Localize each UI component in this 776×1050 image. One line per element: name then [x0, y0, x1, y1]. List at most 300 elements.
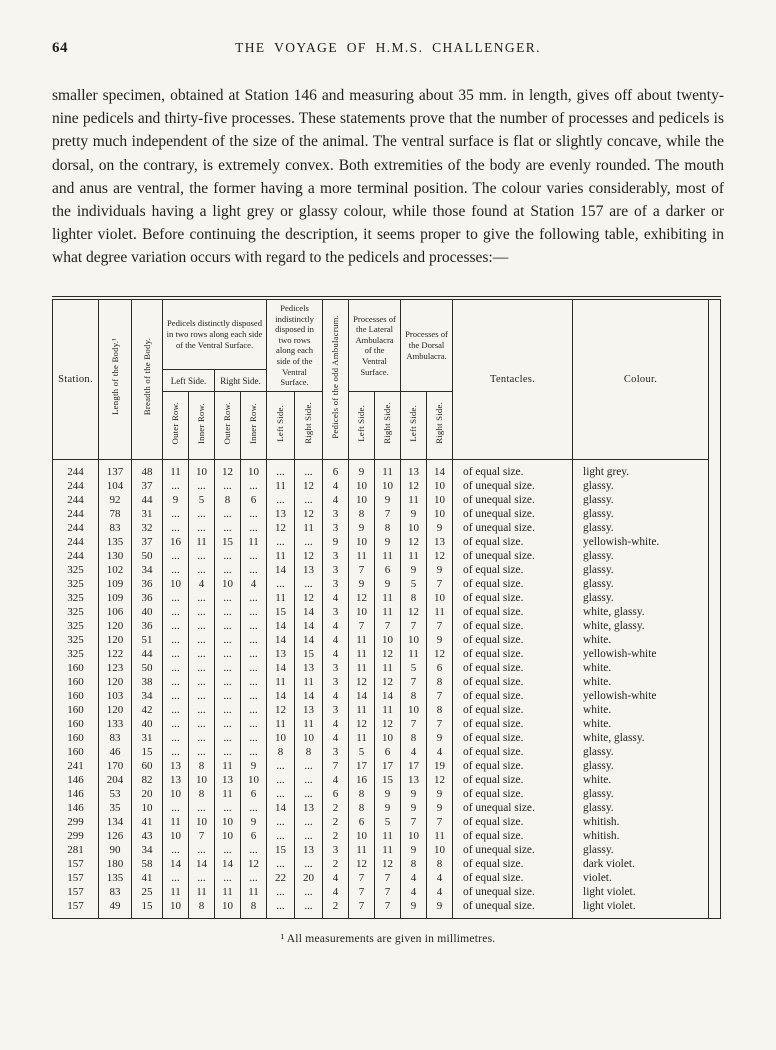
tentacles-cell: of equal size. [453, 871, 573, 885]
value-cell: 11 [375, 591, 401, 605]
value-cell: 8 [401, 731, 427, 745]
value-cell: ... [267, 460, 295, 480]
value-cell: 2 [323, 801, 349, 815]
value-cell: 8 [189, 759, 215, 773]
value-cell: ... [241, 731, 267, 745]
value-cell: 5 [401, 577, 427, 591]
value-cell: 4 [401, 885, 427, 899]
table-row [53, 535, 721, 549]
left-side-label: Left Side. [356, 404, 367, 442]
spacer-cell [709, 899, 721, 919]
value-cell: 3 [323, 563, 349, 577]
table-row [53, 521, 721, 535]
value-cell: 41 [132, 815, 163, 829]
value-cell: 82 [132, 773, 163, 787]
value-cell: 325 [53, 563, 99, 577]
table-wrap [52, 296, 724, 920]
value-cell: 12 [267, 703, 295, 717]
value-cell: ... [189, 619, 215, 633]
value-cell: 4 [427, 745, 453, 759]
value-cell: 160 [53, 703, 99, 717]
value-cell: ... [189, 521, 215, 535]
value-cell: 10 [401, 633, 427, 647]
value-cell: ... [295, 577, 323, 591]
value-cell: 9 [401, 801, 427, 815]
value-cell: 5 [349, 745, 375, 759]
value-cell: ... [267, 577, 295, 591]
value-cell: ... [241, 745, 267, 759]
colour-cell: glassy. [573, 759, 709, 773]
value-cell: ... [215, 521, 241, 535]
value-cell: 281 [53, 843, 99, 857]
value-cell: ... [295, 493, 323, 507]
value-cell: 14 [267, 563, 295, 577]
value-cell: 7 [349, 899, 375, 919]
value-cell: 14 [349, 689, 375, 703]
value-cell: 9 [401, 899, 427, 919]
value-cell: 11 [375, 661, 401, 675]
value-cell: 7 [349, 885, 375, 899]
value-cell: 4 [323, 619, 349, 633]
value-cell: ... [267, 493, 295, 507]
value-cell: 53 [99, 787, 132, 801]
value-cell: 7 [427, 815, 453, 829]
value-cell: 8 [375, 521, 401, 535]
value-cell: 7 [375, 899, 401, 919]
value-cell: ... [241, 647, 267, 661]
value-cell: 8 [241, 899, 267, 919]
value-cell: 146 [53, 801, 99, 815]
value-cell: 9 [163, 493, 189, 507]
tentacles-cell: of equal size. [453, 633, 573, 647]
spacer-cell [709, 857, 721, 871]
subheader-dorsal-right [427, 392, 453, 460]
value-cell: 135 [99, 871, 132, 885]
value-cell: 11 [189, 535, 215, 549]
value-cell: ... [295, 815, 323, 829]
value-cell: 11 [349, 549, 375, 563]
colour-cell: glassy. [573, 787, 709, 801]
value-cell: 244 [53, 479, 99, 493]
value-cell: 9 [375, 577, 401, 591]
value-cell: 8 [349, 801, 375, 815]
value-cell: ... [163, 563, 189, 577]
value-cell: 102 [99, 563, 132, 577]
value-cell: 11 [349, 647, 375, 661]
spacer-cell [709, 759, 721, 773]
value-cell: ... [163, 619, 189, 633]
value-cell: 10 [349, 479, 375, 493]
spacer-cell [709, 787, 721, 801]
colour-cell: glassy. [573, 577, 709, 591]
value-cell: 244 [53, 507, 99, 521]
value-cell: 14 [295, 689, 323, 703]
spacer-cell [709, 563, 721, 577]
value-cell: 13 [267, 507, 295, 521]
value-cell: ... [163, 731, 189, 745]
colour-cell: glassy. [573, 521, 709, 535]
value-cell: ... [215, 745, 241, 759]
table-row [53, 563, 721, 577]
value-cell: 10 [401, 829, 427, 843]
value-cell: 83 [99, 521, 132, 535]
value-cell: 44 [132, 493, 163, 507]
spacer-cell [709, 549, 721, 563]
value-cell: 8 [427, 857, 453, 871]
value-cell: ... [163, 717, 189, 731]
value-cell: 10 [189, 460, 215, 480]
value-cell: 13 [401, 773, 427, 787]
value-cell: 4 [323, 591, 349, 605]
value-cell: 123 [99, 661, 132, 675]
value-cell: ... [267, 759, 295, 773]
value-cell: 120 [99, 619, 132, 633]
value-cell: 10 [295, 731, 323, 745]
value-cell: 12 [375, 717, 401, 731]
value-cell: 7 [375, 885, 401, 899]
outer-row-label: Outer Row. [222, 401, 233, 445]
value-cell: 6 [427, 661, 453, 675]
value-cell: 13 [401, 460, 427, 480]
value-cell: ... [295, 773, 323, 787]
value-cell: 36 [132, 591, 163, 605]
value-cell: 120 [99, 675, 132, 689]
value-cell: 11 [349, 703, 375, 717]
value-cell: 160 [53, 731, 99, 745]
colour-cell: white. [573, 633, 709, 647]
tentacles-cell: of unequal size. [453, 521, 573, 535]
value-cell: 4 [323, 647, 349, 661]
spacer-cell [709, 675, 721, 689]
value-cell: 14 [215, 857, 241, 871]
value-cell: 244 [53, 493, 99, 507]
value-cell: 157 [53, 857, 99, 871]
value-cell: 12 [349, 675, 375, 689]
value-cell: ... [215, 717, 241, 731]
colour-cell: glassy. [573, 563, 709, 577]
value-cell: ... [163, 605, 189, 619]
value-cell: ... [295, 535, 323, 549]
value-cell: ... [241, 675, 267, 689]
table-body [53, 460, 721, 919]
running-title: THE VOYAGE OF H.M.S. CHALLENGER. [235, 40, 541, 55]
value-cell: 13 [295, 843, 323, 857]
value-cell: ... [241, 563, 267, 577]
value-cell: ... [215, 843, 241, 857]
value-cell: 3 [323, 605, 349, 619]
col-header-pedicels-odd-label: Pedicels of the odd Ambulacrum. [330, 315, 341, 439]
colour-cell: yellowish-white [573, 689, 709, 703]
value-cell: 4 [401, 871, 427, 885]
colour-cell: glassy. [573, 549, 709, 563]
value-cell: ... [189, 731, 215, 745]
col-header-breadth [132, 298, 163, 460]
value-cell: 10 [241, 773, 267, 787]
value-cell: ... [189, 563, 215, 577]
value-cell: 12 [295, 549, 323, 563]
value-cell: 299 [53, 815, 99, 829]
value-cell: ... [163, 591, 189, 605]
value-cell: 11 [375, 829, 401, 843]
tentacles-cell: of equal size. [453, 703, 573, 717]
value-cell: 90 [99, 843, 132, 857]
value-cell: 6 [241, 829, 267, 843]
value-cell: 3 [323, 745, 349, 759]
subheader-lateral-right [375, 392, 401, 460]
value-cell: 7 [427, 717, 453, 731]
value-cell: ... [189, 689, 215, 703]
table-row [53, 871, 721, 885]
value-cell: 34 [132, 843, 163, 857]
value-cell: 12 [427, 647, 453, 661]
value-cell: 13 [295, 801, 323, 815]
value-cell: 2 [323, 829, 349, 843]
value-cell: 60 [132, 759, 163, 773]
value-cell: 9 [427, 563, 453, 577]
value-cell: ... [215, 647, 241, 661]
value-cell: 126 [99, 829, 132, 843]
value-cell: 120 [99, 633, 132, 647]
value-cell: 11 [375, 703, 401, 717]
value-cell: 11 [267, 479, 295, 493]
value-cell: ... [163, 647, 189, 661]
value-cell: 3 [323, 549, 349, 563]
spacer-cell [709, 703, 721, 717]
colour-cell: white. [573, 675, 709, 689]
col-header-tentacles: Tentacles. [453, 298, 573, 460]
value-cell: 109 [99, 591, 132, 605]
value-cell: 6 [323, 460, 349, 480]
subheader-dorsal-left [401, 392, 427, 460]
value-cell: ... [295, 460, 323, 480]
value-cell: ... [215, 619, 241, 633]
colour-cell: white. [573, 717, 709, 731]
value-cell: 11 [267, 717, 295, 731]
value-cell: 8 [401, 857, 427, 871]
value-cell: ... [241, 871, 267, 885]
value-cell: 92 [99, 493, 132, 507]
value-cell: 299 [53, 829, 99, 843]
spacer-cell [709, 815, 721, 829]
value-cell: 11 [427, 829, 453, 843]
colour-cell: glassy. [573, 843, 709, 857]
value-cell: 15 [267, 605, 295, 619]
value-cell: 37 [132, 479, 163, 493]
value-cell: 78 [99, 507, 132, 521]
spacer-cell [709, 801, 721, 815]
value-cell: ... [215, 731, 241, 745]
value-cell: 11 [349, 661, 375, 675]
value-cell: 4 [323, 773, 349, 787]
value-cell: 7 [375, 619, 401, 633]
value-cell: 12 [401, 535, 427, 549]
value-cell: 14 [295, 633, 323, 647]
value-cell: 120 [99, 703, 132, 717]
tentacles-cell: of equal size. [453, 857, 573, 871]
value-cell: 34 [132, 563, 163, 577]
value-cell: 109 [99, 577, 132, 591]
value-cell: 58 [132, 857, 163, 871]
value-cell: ... [189, 661, 215, 675]
spacer-cell [709, 717, 721, 731]
value-cell: 46 [99, 745, 132, 759]
value-cell: ... [267, 787, 295, 801]
value-cell: 7 [427, 619, 453, 633]
page-header [52, 40, 724, 62]
value-cell: 157 [53, 885, 99, 899]
value-cell: 15 [215, 535, 241, 549]
value-cell: 9 [241, 759, 267, 773]
value-cell: 7 [189, 829, 215, 843]
value-cell: 9 [427, 731, 453, 745]
col-group-processes-dorsal: Processes of the Dorsal Ambulacra. [401, 298, 453, 392]
value-cell: 244 [53, 549, 99, 563]
value-cell: 17 [349, 759, 375, 773]
value-cell: 2 [323, 815, 349, 829]
value-cell: 244 [53, 521, 99, 535]
value-cell: 6 [375, 745, 401, 759]
value-cell: ... [163, 703, 189, 717]
value-cell: ... [215, 661, 241, 675]
value-cell: 4 [323, 633, 349, 647]
spacer-cell [709, 647, 721, 661]
value-cell: 9 [349, 521, 375, 535]
left-side-label: Left Side. [275, 404, 286, 442]
value-cell: 36 [132, 577, 163, 591]
spacer-cell [709, 591, 721, 605]
value-cell: 15 [267, 843, 295, 857]
value-cell: 3 [323, 577, 349, 591]
value-cell: ... [241, 801, 267, 815]
value-cell: 4 [241, 577, 267, 591]
value-cell: 7 [375, 507, 401, 521]
value-cell: 9 [375, 787, 401, 801]
tentacles-cell: of unequal size. [453, 843, 573, 857]
tentacles-cell: of unequal size. [453, 885, 573, 899]
spacer-cell [709, 521, 721, 535]
value-cell: 42 [132, 703, 163, 717]
value-cell: 8 [349, 507, 375, 521]
value-cell: ... [163, 745, 189, 759]
tentacles-cell: of unequal size. [453, 899, 573, 919]
value-cell: ... [241, 689, 267, 703]
table-row [53, 731, 721, 745]
value-cell: 8 [427, 703, 453, 717]
value-cell: 12 [427, 773, 453, 787]
value-cell: 12 [295, 507, 323, 521]
value-cell: 8 [215, 493, 241, 507]
col-group-pedicels-indistinct: Pedicels indistinctly disposed in two rows along each side of the Ventral Surface. [267, 298, 323, 392]
value-cell: ... [267, 899, 295, 919]
value-cell: 9 [401, 843, 427, 857]
value-cell: ... [215, 801, 241, 815]
table-row [53, 591, 721, 605]
value-cell: ... [189, 801, 215, 815]
value-cell: 10 [427, 507, 453, 521]
value-cell: 241 [53, 759, 99, 773]
table-row [53, 885, 721, 899]
value-cell: ... [163, 843, 189, 857]
value-cell: 31 [132, 507, 163, 521]
value-cell: 3 [323, 843, 349, 857]
value-cell: 325 [53, 647, 99, 661]
value-cell: ... [241, 703, 267, 717]
value-cell: 11 [267, 675, 295, 689]
value-cell: ... [241, 479, 267, 493]
value-cell: 31 [132, 731, 163, 745]
value-cell: 4 [189, 577, 215, 591]
colour-cell: yellowish-white. [573, 535, 709, 549]
value-cell: 134 [99, 815, 132, 829]
value-cell: 9 [401, 563, 427, 577]
right-margin-rule [709, 298, 721, 460]
colour-cell: white, glassy. [573, 731, 709, 745]
table-row [53, 717, 721, 731]
value-cell: 160 [53, 745, 99, 759]
table-row [53, 843, 721, 857]
value-cell: 204 [99, 773, 132, 787]
value-cell: 11 [349, 731, 375, 745]
value-cell: ... [189, 647, 215, 661]
value-cell: 10 [349, 829, 375, 843]
value-cell: ... [241, 633, 267, 647]
value-cell: 146 [53, 787, 99, 801]
value-cell: ... [163, 479, 189, 493]
value-cell: 11 [349, 843, 375, 857]
value-cell: 11 [375, 843, 401, 857]
value-cell: 9 [401, 507, 427, 521]
value-cell: ... [295, 829, 323, 843]
value-cell: 170 [99, 759, 132, 773]
value-cell: 7 [427, 689, 453, 703]
value-cell: ... [189, 745, 215, 759]
value-cell: 11 [401, 549, 427, 563]
col-header-breadth-label: Breadth of the Body. [141, 338, 152, 416]
value-cell: 325 [53, 605, 99, 619]
value-cell: 11 [241, 535, 267, 549]
value-cell: 5 [401, 661, 427, 675]
value-cell: 106 [99, 605, 132, 619]
value-cell: 10 [427, 479, 453, 493]
value-cell: 6 [241, 493, 267, 507]
table-row [53, 815, 721, 829]
value-cell: ... [189, 703, 215, 717]
colour-cell: light violet. [573, 899, 709, 919]
value-cell: 13 [295, 563, 323, 577]
value-cell: 10 [427, 591, 453, 605]
table-row [53, 479, 721, 493]
value-cell: 244 [53, 535, 99, 549]
spacer-cell [709, 689, 721, 703]
value-cell: 12 [349, 717, 375, 731]
value-cell: 6 [323, 787, 349, 801]
col-header-pedicels-odd [323, 298, 349, 460]
value-cell: 9 [427, 787, 453, 801]
value-cell: 11 [401, 493, 427, 507]
table-row [53, 549, 721, 563]
subheader-indistinct-left [267, 392, 295, 460]
value-cell: 11 [375, 549, 401, 563]
value-cell: 2 [323, 857, 349, 871]
value-cell: 103 [99, 689, 132, 703]
value-cell: 9 [401, 787, 427, 801]
value-cell: 9 [427, 801, 453, 815]
value-cell: ... [295, 899, 323, 919]
value-cell: 10 [427, 843, 453, 857]
table-row [53, 689, 721, 703]
tentacles-cell: of unequal size. [453, 479, 573, 493]
value-cell: 3 [323, 675, 349, 689]
